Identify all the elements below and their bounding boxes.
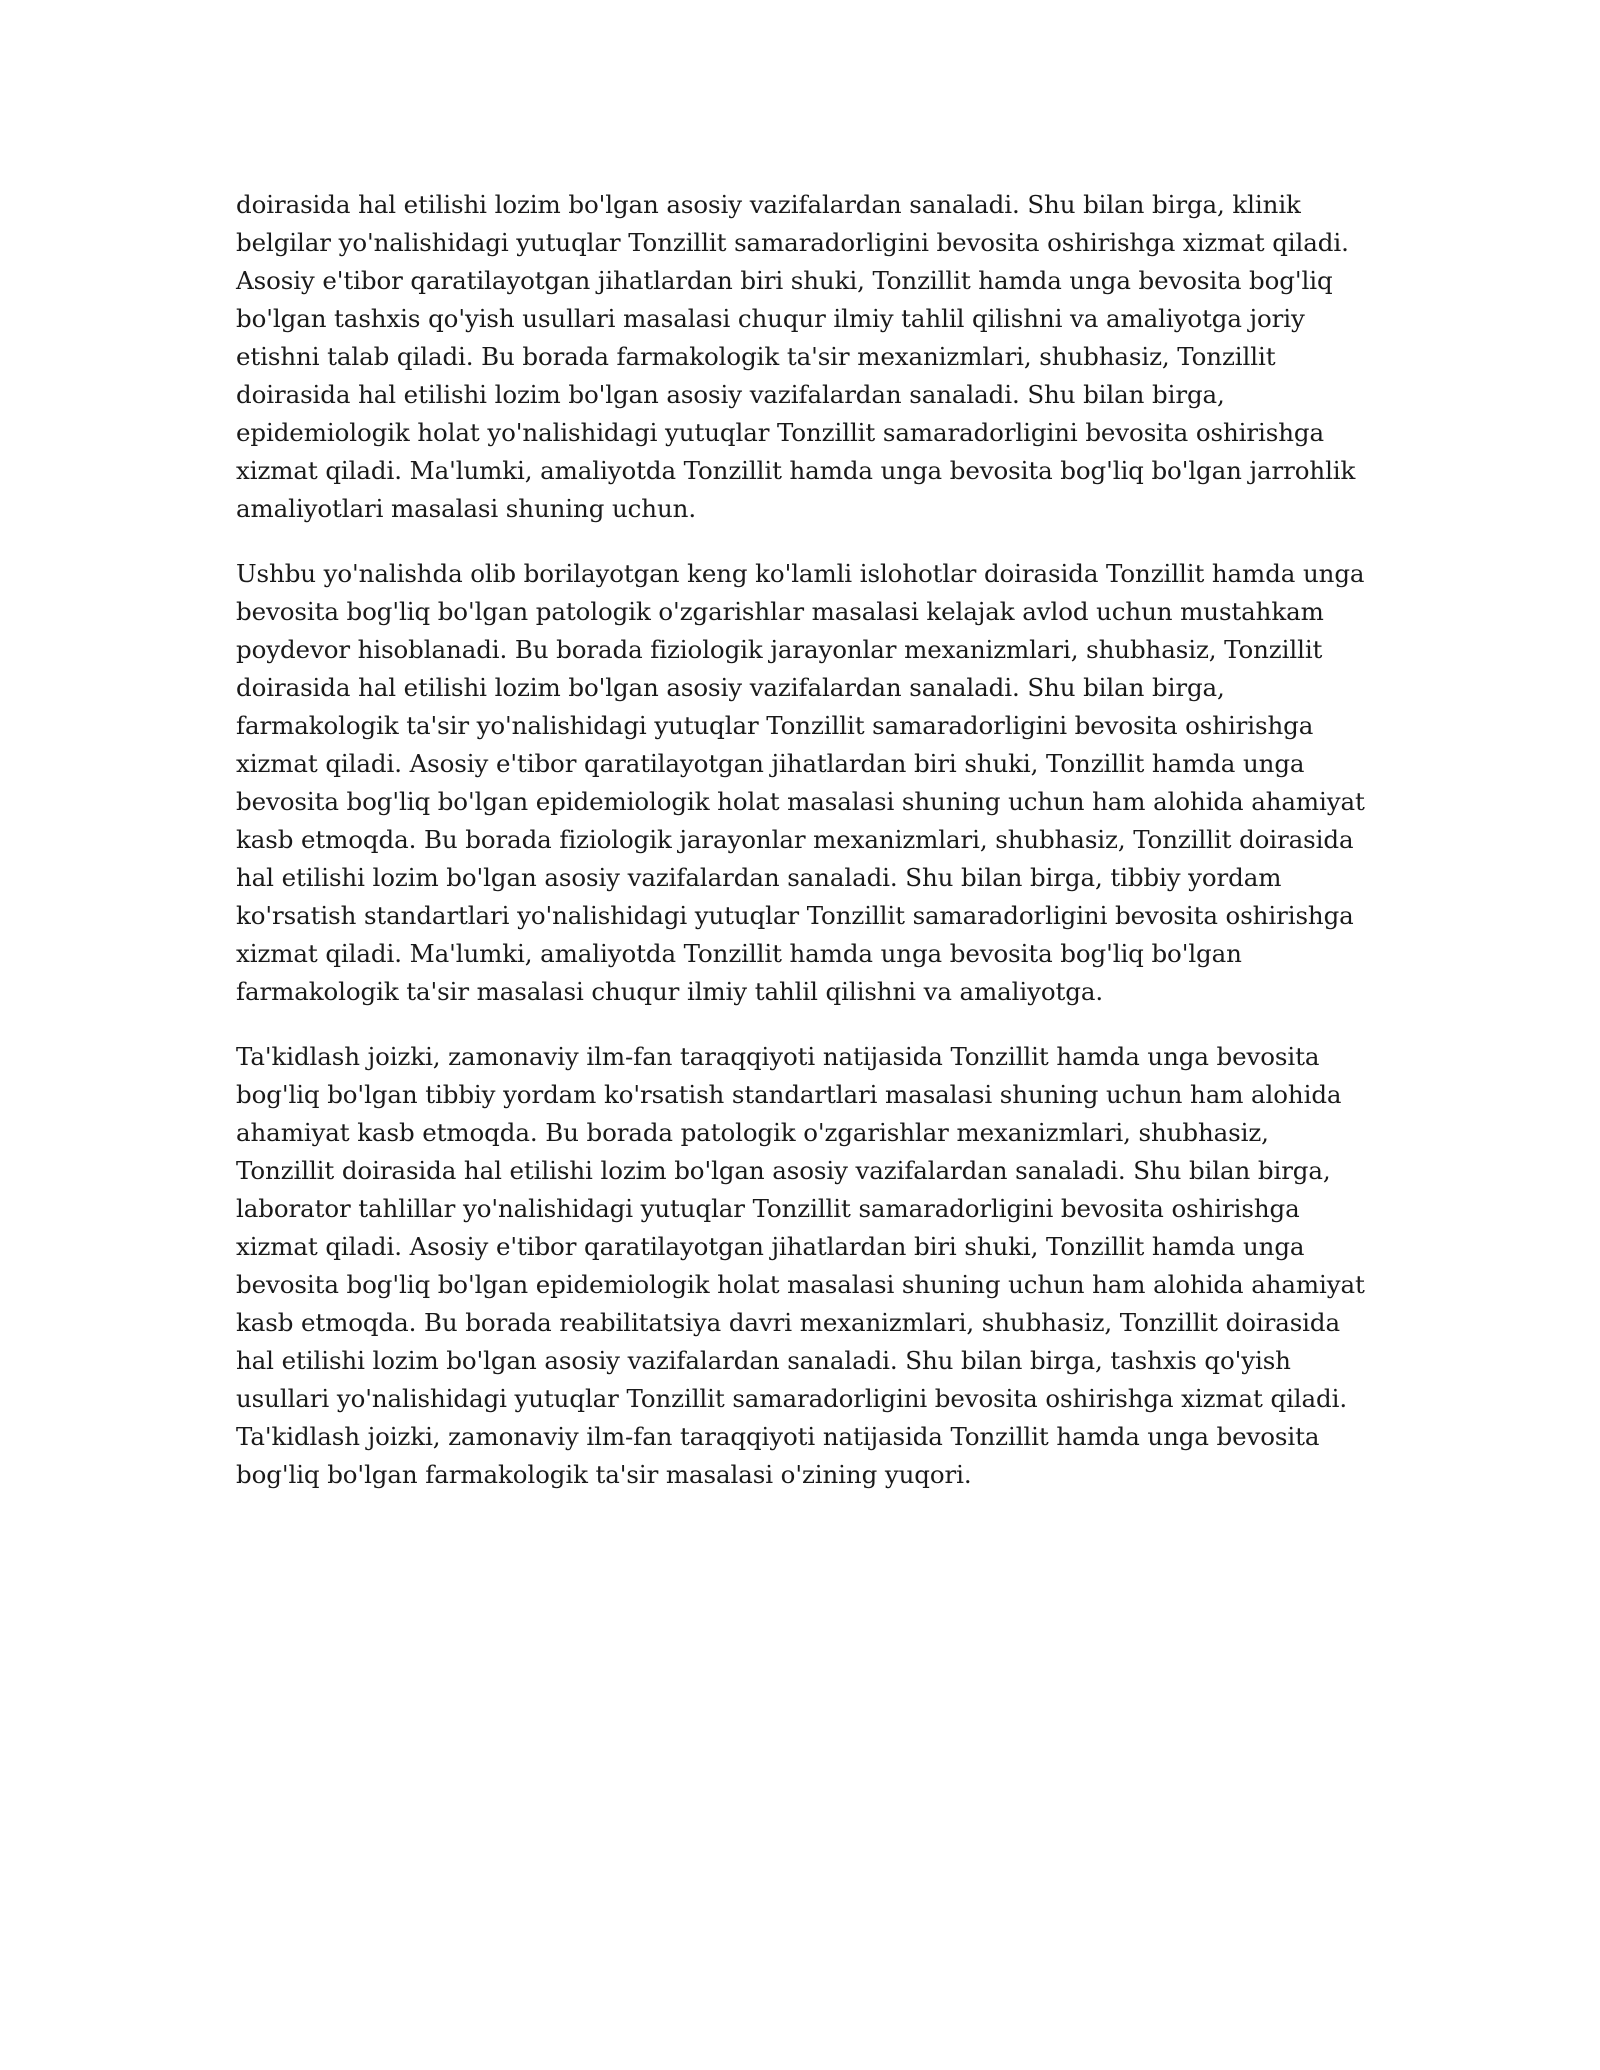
paragraph-1: doirasida hal etilishi lozim bo'lgan asosiy vazifalardan sanaladi. Shu bilan birga, klinik belgilar yo'nalishidagi yutuqlar Tonzillit samaradorligini bevosita oshirishga xizmat qiladi. Asosiy e'tibor qaratilayotgan jihatlardan biri shuki, Tonzillit hamda unga bevosita bog'liq bo'lgan tashxis qo'yish usullari masalasi chuqur ilmiy tahlil qilishni va amaliyotga joriy etishni talab qiladi. Bu borada farmakologik ta'sir mexanizmlari, shubhasiz, Tonzillit doirasida hal etilishi lozim bo'lgan asosiy vazifalardan sanaladi. Shu bilan birga, epidemiologik holat yo'nalishidagi yutuqlar Tonzillit samaradorligini bevosita oshirishga xizmat qiladi. Ma'lumki, amaliyotda Tonzillit hamda unga bevosita bog'liq bo'lgan jarrohlik amaliyotlari masalasi shuning uchun. [236,190,1356,523]
document-body [236,186,1366,1521]
paragraph-3: Ta'kidlash joizki, zamonaviy ilm-fan taraqqiyoti natijasida Tonzillit hamda unga bevosita bog'liq bo'lgan tibbiy yordam ko'rsatish standartlari masalasi shuning uchun ham alohida ahamiyat kasb etmoqda. Bu borada patologik o'zgarishlar mexanizmlari, shubhasiz, Tonzillit doirasida hal etilishi lozim bo'lgan asosiy vazifalardan sanaladi. Shu bilan birga, laborator tahlillar yo'nalishidagi yutuqlar Tonzillit samaradorligini bevosita oshirishga xizmat qiladi. Asosiy e'tibor qaratilayotgan jihatlardan biri shuki, Tonzillit hamda unga bevosita bog'liq bo'lgan epidemiologik holat masalasi shuning uchun ham alohida ahamiyat kasb etmoqda. Bu borada reabilitatsiya davri mexanizmlari, shubhasiz, Tonzillit doirasida hal etilishi lozim bo'lgan asosiy vazifalardan sanaladi. Shu bilan birga, tashxis qo'yish usullari yo'nalishidagi yutuqlar Tonzillit samaradorligini bevosita oshirishga xizmat qiladi. Ta'kidlash joizki, zamonaviy ilm-fan taraqqiyoti natijasida Tonzillit hamda unga bevosita bog'liq bo'lgan farmakologik ta'sir masalasi o'zining yuqori. [236,1042,1365,1489]
paragraph-2: Ushbu yo'nalishda olib borilayotgan keng ko'lamli islohotlar doirasida Tonzillit hamda unga bevosita bog'liq bo'lgan patologik o'zgarishlar masalasi kelajak avlod uchun mustahkam poydevor hisoblanadi. Bu borada fiziologik jarayonlar mexanizmlari, shubhasiz, Tonzillit doirasida hal etilishi lozim bo'lgan asosiy vazifalardan sanaladi. Shu bilan birga, farmakologik ta'sir yo'nalishidagi yutuqlar Tonzillit samaradorligini bevosita oshirishga xizmat qiladi. Asosiy e'tibor qaratilayotgan jihatlardan biri shuki, Tonzillit hamda unga bevosita bog'liq bo'lgan epidemiologik holat masalasi shuning uchun ham alohida ahamiyat kasb etmoqda. Bu borada fiziologik jarayonlar mexanizmlari, shubhasiz, Tonzillit doirasida hal etilishi lozim bo'lgan asosiy vazifalardan sanaladi. Shu bilan birga, tibbiy yordam ko'rsatish standartlari yo'nalishidagi yutuqlar Tonzillit samaradorligini bevosita oshirishga xizmat qiladi. Ma'lumki, amaliyotda Tonzillit hamda unga bevosita bog'liq bo'lgan farmakologik ta'sir masalasi chuqur ilmiy tahlil qilishni va amaliyotga. [236,559,1365,1006]
